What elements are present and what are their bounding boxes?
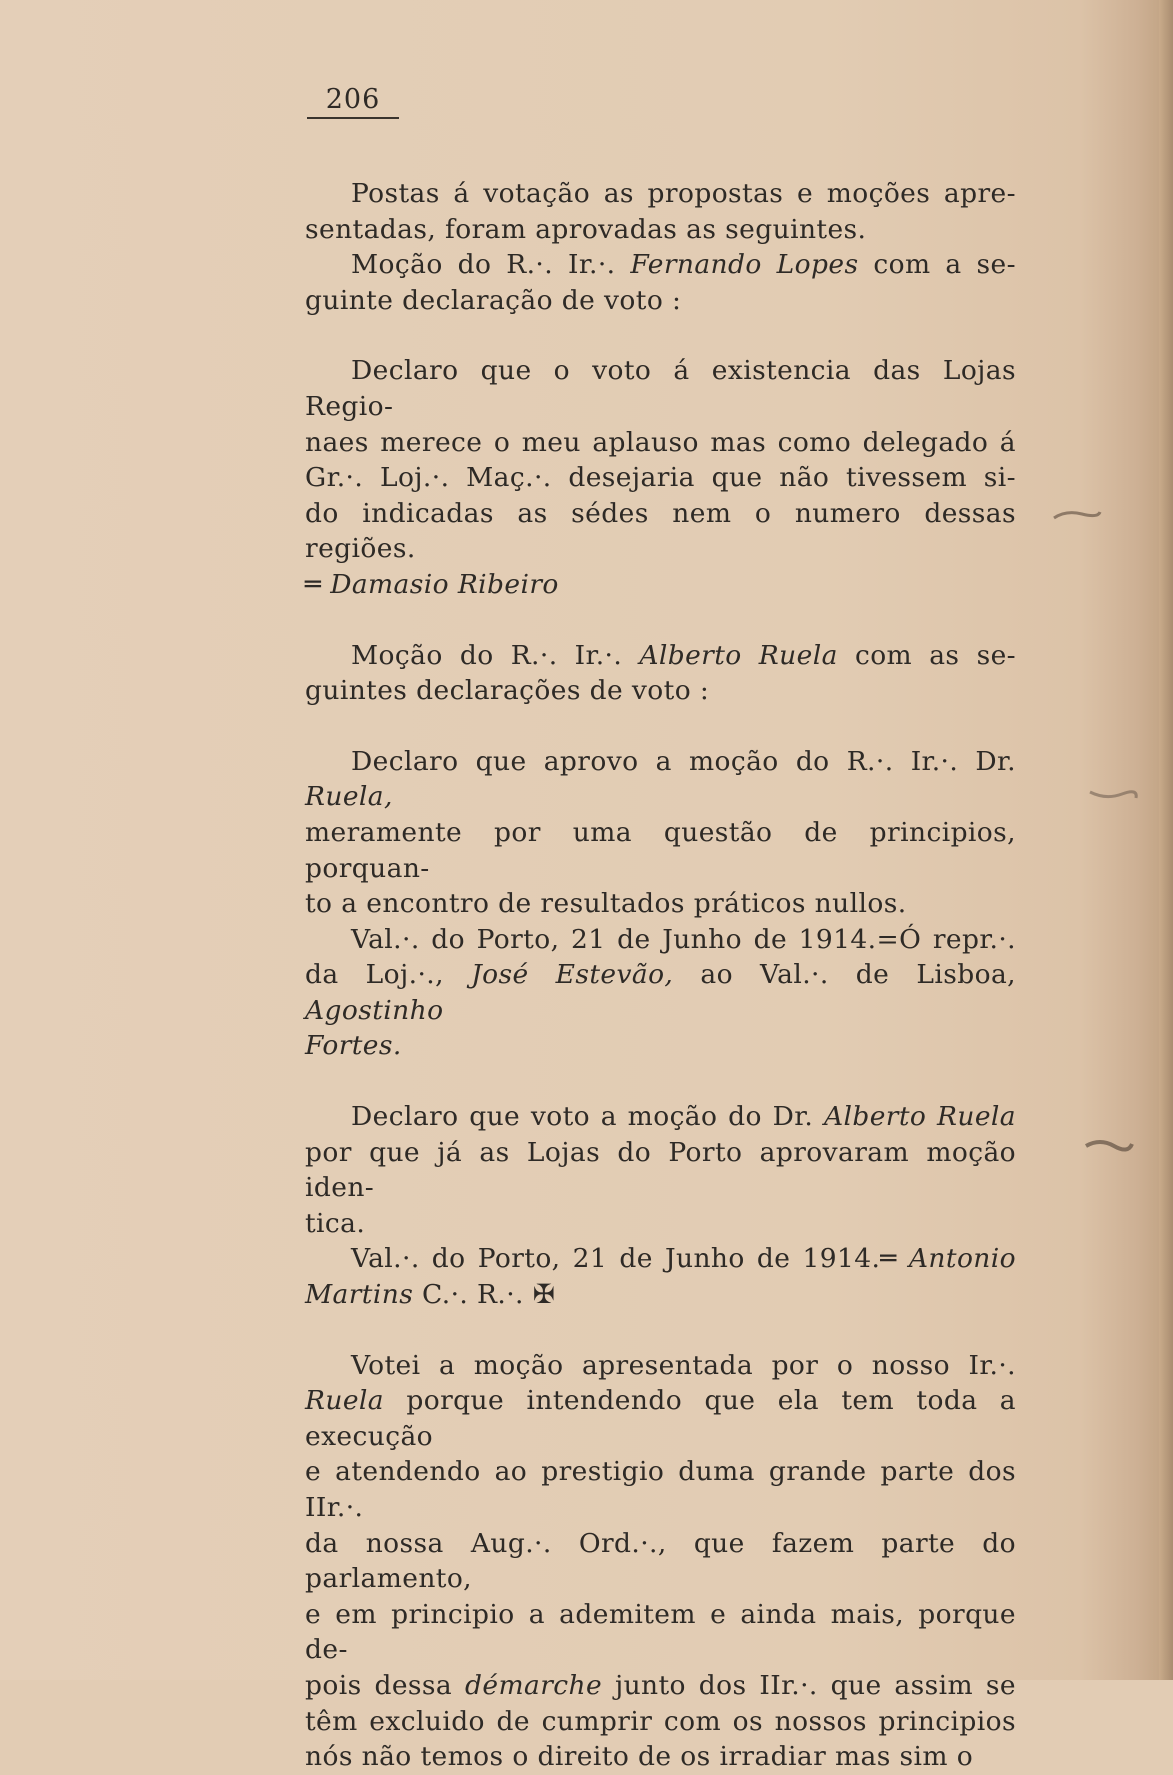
- text-line: [305, 176, 1016, 212]
- text-line: [305, 1383, 1016, 1454]
- text-run: do indicadas as sédes nem o numero dessas regiões.: [305, 497, 1016, 565]
- text-line: [305, 247, 1016, 283]
- margin-smudge-mark: [1088, 784, 1138, 806]
- text-line: [305, 212, 1016, 248]
- text-run: Declaro que voto a moção do Dr.: [351, 1101, 824, 1133]
- text-line: [305, 922, 1016, 958]
- text-run: Votei a moção apresentada por o nosso Ir.·.: [351, 1349, 1016, 1381]
- text-run: e em principio a ademitem e ainda mais, porque de-: [305, 1598, 1016, 1666]
- margin-smudge-mark: [1084, 1134, 1134, 1156]
- italic-text-run: Damasio Ribeiro: [330, 568, 559, 600]
- italic-text-run: Agostinho: [305, 994, 444, 1026]
- paragraph-voting-intro: [305, 176, 1016, 247]
- text-run: Declaro que o voto á existencia das Lojas Regio-: [305, 355, 1016, 422]
- text-line: [305, 1206, 1016, 1242]
- text-line: [305, 1277, 1016, 1313]
- text-run: meramente por uma questão de principios, porquan-: [305, 816, 1016, 884]
- text-run: nós não temos o direito de os irradiar mas sim o: [305, 1741, 974, 1773]
- text-line: [305, 496, 1016, 567]
- text-run: junto dos IIr.·. que assim se: [602, 1669, 1016, 1701]
- text-run: sentadas, foram aprovadas as seguintes.: [305, 213, 867, 245]
- italic-text-run: démarche: [465, 1669, 603, 1701]
- italic-text-run: Alberto Ruela: [639, 639, 838, 671]
- text-line: [305, 815, 1016, 886]
- italic-text-run: Alberto Ruela: [823, 1101, 1016, 1133]
- body-text: [305, 176, 1016, 1775]
- italic-text-run: Ruela: [305, 1385, 384, 1417]
- text-run: guintes declarações de voto :: [305, 675, 710, 707]
- text-run: C.·. R.·. ✠: [413, 1279, 556, 1311]
- text-line: [305, 1454, 1016, 1525]
- text-line: [305, 1668, 1016, 1704]
- text-line: [305, 283, 1016, 319]
- italic-text-run: Fernando Lopes: [630, 249, 859, 281]
- text-run: da Loj.·.,: [305, 959, 472, 991]
- text-line: [305, 638, 1016, 674]
- paragraph-signature-agostinho-fortes: [305, 922, 1016, 1064]
- text-run: porque intendendo que ela tem toda a execução: [305, 1385, 1016, 1452]
- text-line: [305, 673, 1016, 709]
- text-run: tica.: [305, 1207, 366, 1239]
- text-line: [305, 1099, 1016, 1135]
- text-run: e atendendo ao prestigio duma grande parte dos IIr.·.: [305, 1456, 1016, 1523]
- text-line: [305, 353, 1016, 424]
- paragraph-vote-explanation: [305, 1348, 1016, 1775]
- text-line: [305, 1028, 1016, 1064]
- text-run: da nossa Aug.·. Ord.·., que fazem parte do parlamento,: [305, 1527, 1016, 1595]
- text-run: Gr.·. Loj.·. Maç.·. desejaria que não tivessem si-: [305, 462, 1016, 494]
- text-line: [305, 1526, 1016, 1597]
- text-run: têm excluido de cumprir com os nossos principios: [305, 1705, 1016, 1737]
- text-run: com a se-: [858, 249, 1016, 281]
- italic-text-run: José Estevão,: [471, 959, 674, 991]
- text-run: Postas á votação as propostas e moções apre-: [351, 178, 1016, 209]
- text-run: naes merece o meu aplauso mas como delegado á: [305, 426, 1016, 458]
- paragraph-declaration-approve-ruela: [305, 744, 1016, 922]
- italic-text-run: Martins: [305, 1279, 414, 1311]
- text-run: to a encontro de resultados práticos nullos.: [305, 888, 907, 920]
- text-line: [305, 1597, 1016, 1668]
- italic-text-run: Antonio: [908, 1243, 1016, 1275]
- page-number: 206: [307, 84, 399, 119]
- text-run: com as se-: [837, 639, 1017, 671]
- text-run: Moção do R.·. Ir.·.: [351, 249, 631, 281]
- text-line: [305, 1241, 1016, 1277]
- text-run: ═: [305, 568, 331, 600]
- text-line: [305, 1135, 1016, 1206]
- text-run: guinte declaração de voto :: [305, 284, 682, 316]
- text-run: ao Val.·. de Lisboa,: [673, 959, 1016, 991]
- text-run: por que já as Lojas do Porto aprovaram moção iden-: [305, 1136, 1016, 1204]
- paragraph-declaration-damasio-ribeiro: [305, 353, 1016, 602]
- text-line: [305, 1704, 1016, 1740]
- text-line: [305, 1348, 1016, 1384]
- text-run: Moção do R.·. Ir.·.: [351, 639, 640, 671]
- text-run: Val.·. do Porto, 21 de Junho de 1914.═: [351, 1243, 909, 1275]
- text-line: [305, 425, 1016, 461]
- text-run: Declaro que aprovo a moção do R.·. Ir.·. Dr.: [351, 745, 1016, 777]
- text-line: [305, 957, 1016, 1028]
- italic-text-run: Fortes.: [305, 1030, 402, 1062]
- italic-text-run: Ruela,: [305, 781, 393, 813]
- paragraph-declaration-vote-ruela: [305, 1099, 1016, 1241]
- page-binding-edge: [1159, 0, 1173, 1680]
- text-line: [305, 567, 1016, 603]
- text-line: [305, 744, 1016, 815]
- text-line: [305, 886, 1016, 922]
- text-line: [305, 460, 1016, 496]
- text-run: Val.·. do Porto, 21 de Junho de 1914.=Ó repr.·.: [351, 923, 1016, 955]
- paragraph-motion-alberto-ruela: [305, 638, 1016, 709]
- margin-smudge-mark: [1052, 504, 1102, 526]
- paragraph-motion-fernando-lopes: [305, 247, 1016, 318]
- paragraph-signature-antonio-martins: [305, 1241, 1016, 1312]
- text-line: [305, 1739, 1016, 1775]
- text-run: pois dessa: [305, 1669, 466, 1701]
